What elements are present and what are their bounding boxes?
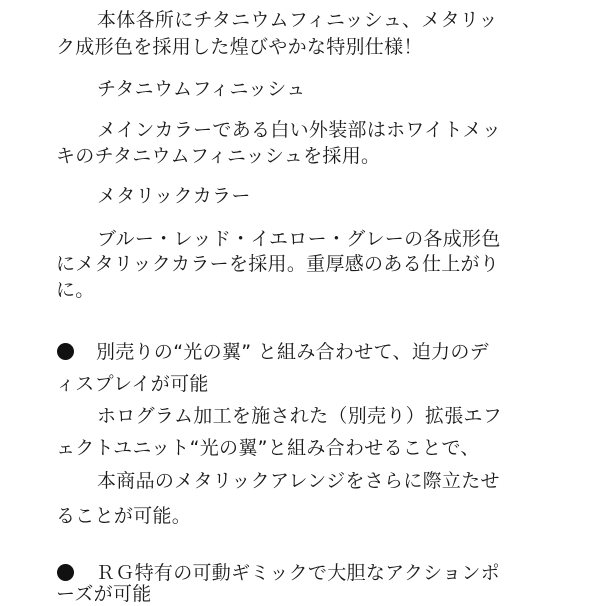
bullet2-line-2: ーズが可能 (56, 583, 152, 605)
bullet1-line-5: 本商品のメタリックアレンジをさらに際立たせ (97, 470, 500, 492)
bullet-icon (57, 564, 74, 581)
metallic-line-2: にメタリックカラーを採用。重厚感のある仕上がり (56, 253, 500, 275)
bullet1-line-6: ることが可能。 (56, 505, 192, 527)
bullet2-line-1: ＲＧ特有の可動ギミックで大胆なアクションポ (96, 562, 500, 584)
bullet1-line-4: ェクトユニット“光の翼”と組み合わせることで、 (56, 437, 480, 459)
metallic-line-1: ブルー・レッド・イエロー・グレーの各成形色 (97, 228, 501, 250)
titanium-heading: チタニウムフィニッシュ (97, 78, 306, 100)
bullet1-line-1: 別売りの“光の翼” と組み合わせて、迫力のデ (96, 341, 489, 363)
metallic-line-3: に。 (56, 279, 95, 301)
metallic-heading: メタリックカラー (97, 185, 251, 207)
titanium-line-1: メインカラーである白い外装部はホワイトメッ (97, 119, 502, 141)
bullet-icon (57, 343, 74, 360)
bullet1-line-2: ィスプレイが可能 (56, 373, 209, 395)
titanium-line-2: キのチタニウムフィニッシュを採用。 (56, 145, 381, 167)
intro-line-1: 本体各所にチタニウムフィニッシュ、メタリッ (97, 9, 498, 31)
intro-line-2: ク成形色を採用した煌びやかな特別仕様！ (56, 36, 423, 58)
bullet1-line-3: ホログラム加工を施された（別売り）拡張エフ (97, 405, 503, 427)
